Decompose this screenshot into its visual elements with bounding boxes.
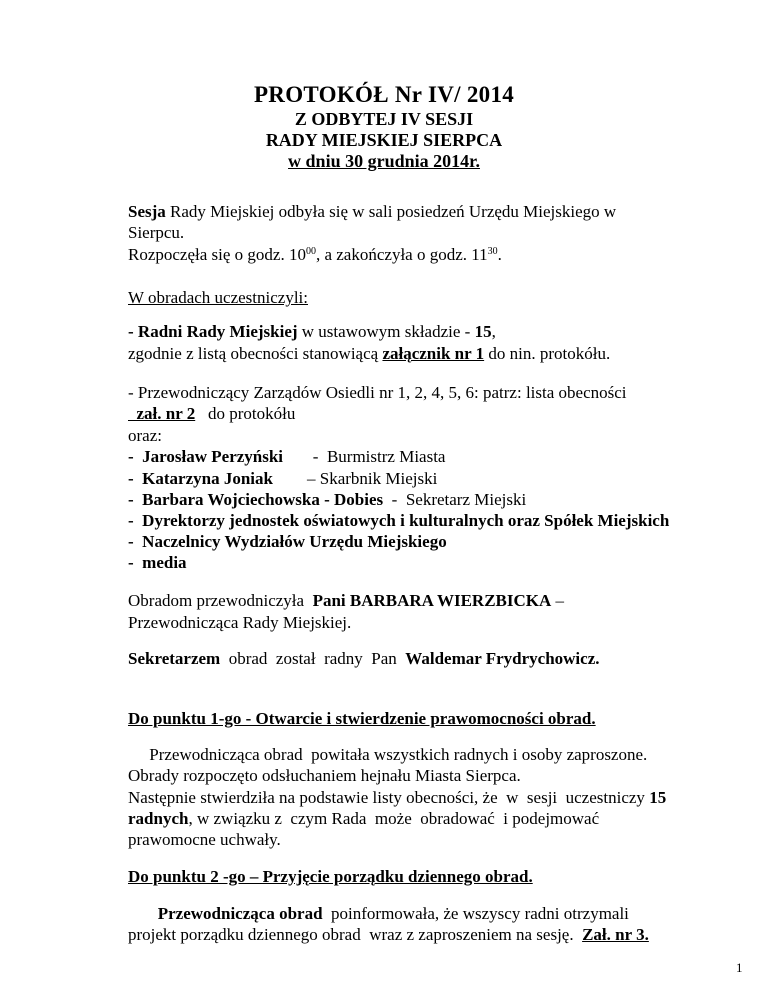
start-time-minutes: 00 (305, 246, 316, 257)
page-number: 1 (736, 960, 743, 975)
osiedla-line2-suffix: do protokółu (195, 404, 296, 423)
secretary-name: Waldemar Frydrychowicz. (405, 649, 600, 668)
radni-line2-suffix: do nin. protokółu. (484, 344, 611, 363)
guest-item (128, 552, 187, 574)
intro-text-1: Rady Miejskiej odbyła się w sali posiedzeń Urzędu Miejskiego w (165, 202, 617, 221)
point-1-line-5: prawomocne uchwały. (128, 830, 281, 849)
point-2-heading: Do punktu 2 -go – Przyjęcie porządku dziennego obrad. (128, 867, 533, 886)
point-1-count: 15 (649, 788, 667, 807)
secretary-line (128, 648, 600, 670)
subtitle-session: Z ODBYTEJ IV SESJI (294, 109, 474, 129)
radni-text: w ustawowym składzie - (297, 322, 475, 341)
attachment-3: Zał. nr 3. (582, 925, 649, 944)
intro-bold-word: Sesja (128, 202, 166, 221)
secretary-label: Sekretarzem (128, 649, 221, 668)
guest-name: - Dyrektorzy jednostek oświatowych i kulturalnych oraz Spółek Miejskich (128, 511, 670, 530)
subtitle-council: RADY MIEJSKIEJ SIERPCA (265, 130, 503, 150)
point-2-line1-text: poinformowała, że wszyscy radni otrzymali (322, 904, 629, 923)
guest-item (128, 446, 445, 468)
radni-line2-text: zgodnie z listą obecności stanowiącą (128, 344, 383, 363)
guest-item (128, 468, 437, 490)
intro-line-2: Sierpcu. (128, 223, 185, 242)
radni-bold: - Radni Rady Miejskiej (128, 322, 298, 341)
osiedla-line-1: - Przewodniczący Zarządów Osiedli nr 1, 2, 4, 5, 6: patrz: lista obecności (128, 383, 627, 402)
guest-role: - Burmistrz Miasta (283, 447, 446, 466)
point-1-line-1: Przewodnicząca obrad powitała wszystkich radnych i osoby zaproszone. (128, 745, 648, 764)
radni-line-2 (128, 343, 610, 365)
document-title: PROTOKÓŁ Nr IV/ 2014 (253, 82, 515, 107)
guest-name: - Barbara Wojciechowska - Dobies (128, 490, 384, 509)
intro-line-1 (128, 201, 616, 223)
osiedla-line-2 (128, 403, 295, 425)
radni-line-1 (128, 321, 496, 343)
point-2-line2-text: projekt porządku dziennego obrad wraz z zaproszeniem na sesję. (128, 925, 583, 944)
guest-role: – Skarbnik Miejski (272, 469, 438, 488)
chair-name: Pani BARBARA WIERZBICKA (312, 591, 552, 610)
radni-comma: , (491, 322, 496, 341)
point-1-line-3 (128, 787, 666, 809)
guest-item (128, 510, 669, 532)
secretary-text: obrad został radny Pan (220, 649, 406, 668)
end-time-suffix: . (497, 245, 502, 264)
point-1-line4-text: , w związku z czym Rada może obradować i podejmować (188, 809, 600, 828)
point-2-bold: Przewodnicząca obrad (128, 904, 323, 923)
guest-name: - Katarzyna Joniak (128, 469, 273, 488)
radni-count: 15 (474, 322, 492, 341)
point-2-line-1 (128, 903, 629, 925)
start-time-text: Rozpoczęła się o godz. 10 (128, 245, 306, 264)
attachment-1: załącznik nr 1 (382, 344, 485, 363)
guest-item (128, 489, 526, 511)
chair-line-2: Przewodnicząca Rady Miejskiej. (128, 613, 352, 632)
oraz-label: oraz: (128, 426, 162, 445)
point-1-radnych: radnych (128, 809, 189, 828)
guest-name: - Naczelnicy Wydziałów Urzędu Miejskiego (128, 532, 447, 551)
point-1-heading: Do punktu 1-go - Otwarcie i stwierdzenie prawomocności obrad. (128, 709, 596, 728)
attachment-2: zał. nr 2 (128, 404, 196, 423)
point-1-line-2: Obrady rozpoczęto odsłuchaniem hejnału Miasta Sierpca. (128, 766, 521, 785)
intro-time-line (128, 244, 502, 266)
end-time-minutes: 30 (487, 246, 498, 257)
guest-role: - Sekretarz Miejski (383, 490, 527, 509)
subtitle-date: w dniu 30 grudnia 2014r. (288, 151, 480, 171)
chair-line-1 (128, 590, 564, 612)
guest-name: - media (128, 553, 187, 572)
chair-dash: – (551, 591, 565, 610)
point-2-line-2 (128, 924, 649, 946)
guest-name: - Jarosław Perzyński (128, 447, 284, 466)
end-time-text: , a zakończyła o godz. 11 (315, 245, 488, 264)
guest-item (128, 531, 447, 553)
point-1-line-4 (128, 808, 599, 830)
point-1-line3-text: Następnie stwierdziła na podstawie listy obecności, że w sesji uczestniczy (128, 788, 650, 807)
participants-heading: W obradach uczestniczyli: (128, 288, 308, 307)
chair-text: Obradom przewodniczyła (128, 591, 313, 610)
